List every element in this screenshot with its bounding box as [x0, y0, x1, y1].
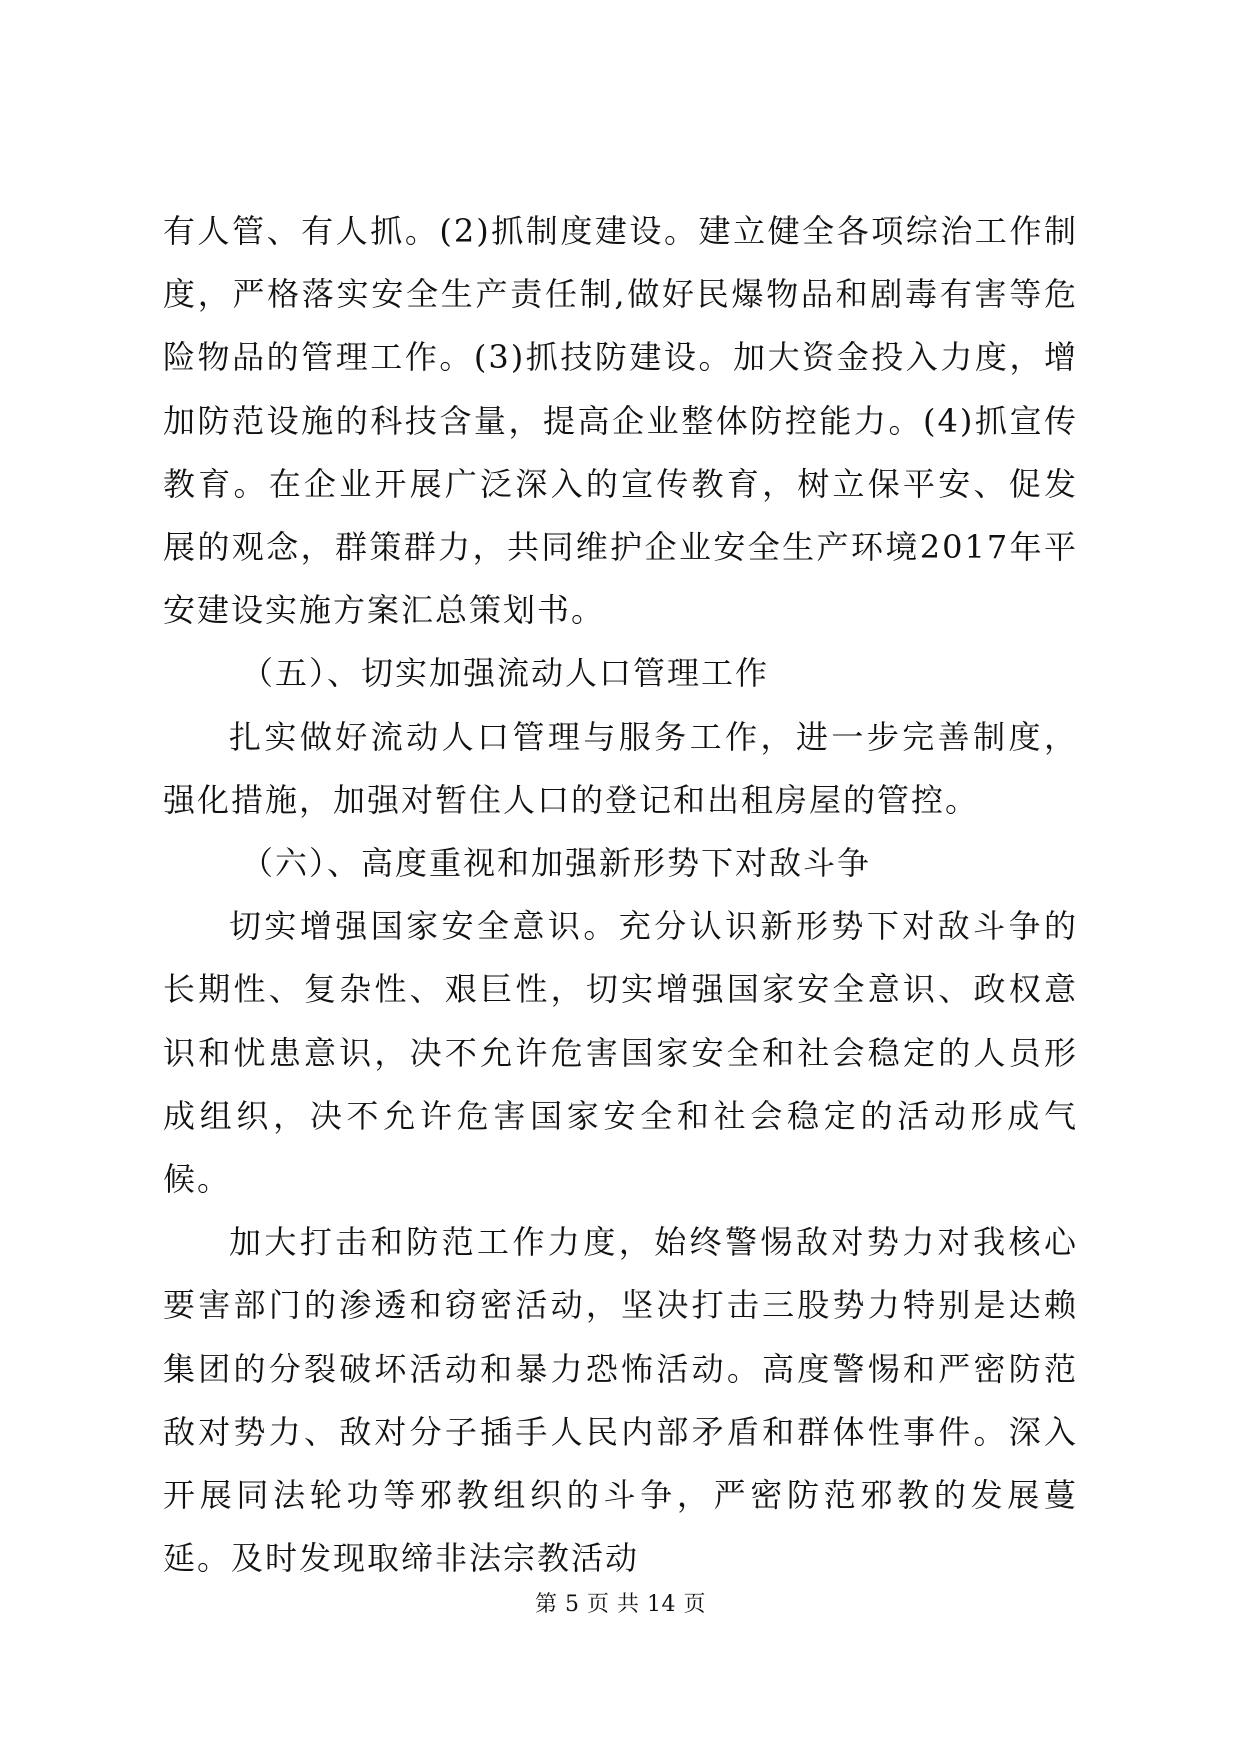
section-heading-6: （六）、高度重视和加强新形势下对敌斗争: [241, 844, 872, 883]
document-body: [163, 200, 1078, 1590]
paragraph-crackdown: 加大打击和防范工作力度，始终警惕敌对势力对我核心要害部门的渗透和窃密活动，坚决打击三股势力特别是达赖集团的分裂破坏活动和暴力恐怖活动。高度警惕和严密防范敌对势力、敌对分子插手人民内部矛盾和群体性事件。深入开展同法轮功等邪教组织的斗争，严密防范邪教的发展蔓延。及时发现取缔非法宗教活动: [163, 1223, 1078, 1578]
paragraph-national-security: 切实增强国家安全意识。充分认识新形势下对敌斗争的长期性、复杂性、艰巨性，切实增强国家安全意识、政权意识和忧患意识，决不允许危害国家安全和社会稳定的人员形成组织，决不允许危害国家安全和社会稳定的活动形成气候。: [163, 907, 1078, 1199]
section-heading-5: （五）、切实加强流动人口管理工作: [241, 654, 770, 693]
paragraph-floating-population: 扎实做好流动人口管理与服务工作，进一步完善制度，强化措施，加强对暂住人口的登记和出租房屋的管控。: [163, 717, 1078, 819]
paragraph-continuation: 有人管、有人抓。(2)抓制度建设。建立健全各项综治工作制度，严格落实安全生产责任制,做好民爆物品和剧毒有害等危险物品的管理工作。(3)抓技防建设。加大资金投入力度，增加防范设施的科技含量，提高企业整体防控能力。(4)抓宣传教育。在企业开展广泛深入的宣传教育，树立保平安、促发展的观念，群策群力，共同维护企业安全生产环境2017年平安建设实施方案汇总策划书。: [163, 212, 1078, 630]
page-number-footer: 第 5 页 共 14 页: [535, 1592, 706, 1617]
